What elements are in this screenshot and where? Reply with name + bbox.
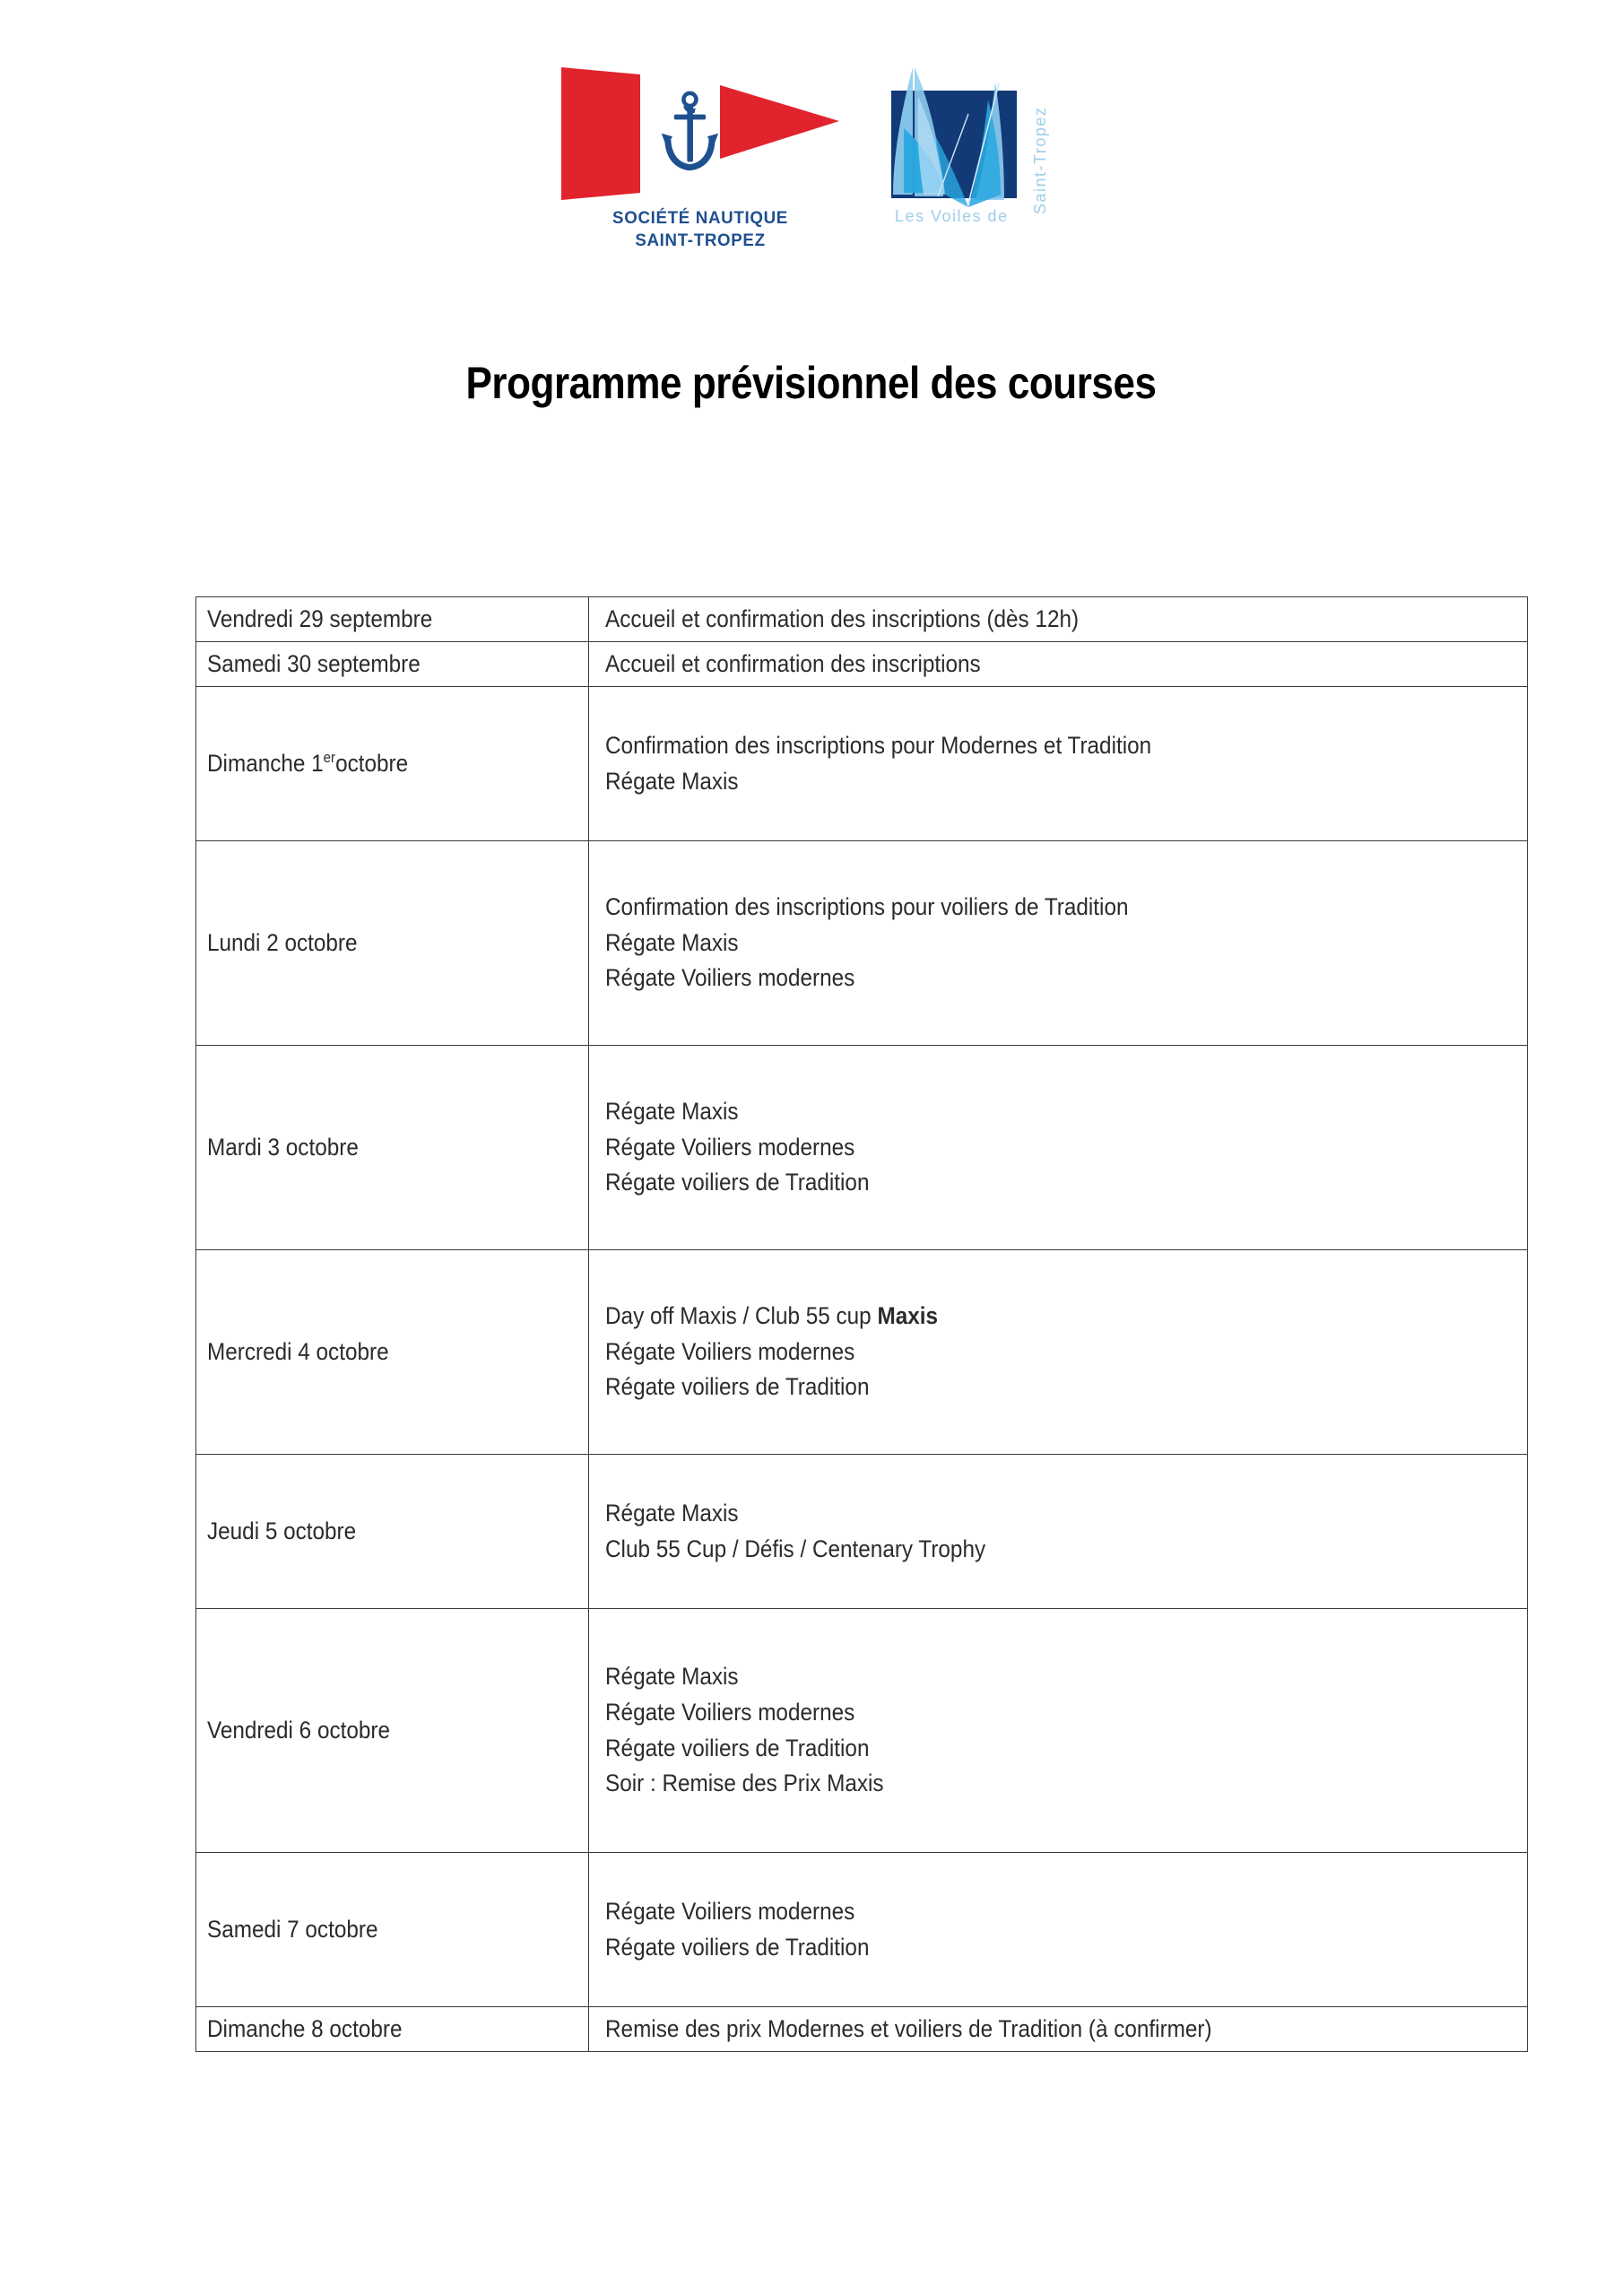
- ordinal-suffix: er: [323, 748, 336, 766]
- schedule-activity-line: Régate voiliers de Tradition: [605, 1169, 870, 1196]
- societe-nautique-logo: [552, 49, 848, 252]
- schedule-activity-line: Régate Maxis: [605, 1499, 739, 1526]
- schedule-activities-list: [605, 1096, 1435, 1199]
- schedule-activities-cell: [589, 1250, 1528, 1455]
- schedule-activities-cell: [589, 1455, 1528, 1609]
- schedule-activity-line: Accueil et confirmation des inscriptions: [605, 649, 981, 677]
- schedule-activities-cell: [589, 687, 1528, 841]
- table-row: [196, 1609, 1528, 1853]
- schedule-activities-list: [605, 1896, 1435, 1963]
- schedule-table-container: [195, 596, 1528, 2052]
- schedule-activity-line: Régate Voiliers modernes: [605, 1337, 855, 1365]
- schedule-activities-list: [605, 730, 1435, 797]
- table-row: [196, 1046, 1528, 1250]
- schedule-date-text: Dimanche 8 octobre: [207, 2014, 403, 2042]
- schedule-activity-line: Club 55 Cup / Défis / Centenary Trophy: [605, 1535, 986, 1562]
- schedule-date-cell: [196, 841, 589, 1046]
- schedule-activities-cell: [589, 841, 1528, 1046]
- schedule-activity-emphasis: Maxis: [877, 1302, 938, 1330]
- schedule-date-text: Lundi 2 octobre: [207, 928, 358, 956]
- schedule-activity-line: Régate Voiliers modernes: [605, 1133, 855, 1161]
- schedule-date-cell: [196, 642, 589, 687]
- societe-nautique-line2: SAINT-TROPEZ: [634, 230, 766, 250]
- schedule-activity-line: Day off Maxis / Club 55 cup Maxis: [605, 1302, 938, 1330]
- schedule-activities-cell: [589, 597, 1528, 642]
- burgee-icon: [554, 58, 846, 202]
- schedule-activity-line: Régate Voiliers modernes: [605, 964, 855, 992]
- schedule-activities-list: [605, 1661, 1435, 1800]
- schedule-date-cell: [196, 1455, 589, 1609]
- schedule-activity-line: Régate Maxis: [605, 1098, 739, 1126]
- schedule-date-text: Vendredi 29 septembre: [207, 604, 433, 632]
- schedule-date-cell: [196, 1046, 589, 1250]
- table-row: [196, 1250, 1528, 1455]
- societe-nautique-line1: SOCIÉTÉ NAUTIQUE: [612, 208, 788, 228]
- schedule-activity-line: Régate voiliers de Tradition: [605, 1734, 870, 1761]
- schedule-activity-line: Accueil et confirmation des inscriptions (dès 12h): [605, 604, 1080, 632]
- schedule-date-text: Dimanche 1eroctobre: [207, 748, 409, 777]
- schedule-table: [195, 596, 1528, 2052]
- schedule-activity-line: Remise des prix Modernes et voiliers de Tradition (à confirmer): [605, 2014, 1212, 2042]
- schedule-activities-list: [605, 604, 1435, 636]
- svg-text:Saint-Tropez: Saint-Tropez: [1030, 106, 1049, 214]
- schedule-date-cell: [196, 597, 589, 642]
- schedule-activities-cell: [589, 1609, 1528, 1853]
- schedule-date-text: Mardi 3 octobre: [207, 1133, 359, 1161]
- schedule-activities-list: [605, 648, 1435, 681]
- schedule-date-text: Samedi 30 septembre: [207, 649, 421, 677]
- schedule-table-body: [196, 597, 1528, 2052]
- schedule-activities-list: [605, 1498, 1435, 1565]
- schedule-activity-line: Régate Voiliers modernes: [605, 1897, 855, 1925]
- schedule-activities-cell: [589, 1853, 1528, 2007]
- schedule-date-text: Samedi 7 octobre: [207, 1915, 378, 1943]
- les-voiles-logo: [882, 60, 1071, 239]
- schedule-activity-line: Régate voiliers de Tradition: [605, 1933, 870, 1961]
- table-row: [196, 1455, 1528, 1609]
- schedule-activities-list: [605, 891, 1435, 995]
- schedule-date-cell: [196, 2007, 589, 2052]
- schedule-activity-line: Régate Voiliers modernes: [605, 1698, 855, 1726]
- schedule-date-text: Jeudi 5 octobre: [207, 1517, 357, 1544]
- schedule-activities-cell: [589, 642, 1528, 687]
- schedule-activity-line: Confirmation des inscriptions pour Modernes et Tradition: [605, 731, 1152, 759]
- schedule-activities-list: [605, 1300, 1435, 1404]
- table-row: [196, 841, 1528, 1046]
- schedule-activity-line: Régate Maxis: [605, 767, 739, 795]
- table-row: [196, 687, 1528, 841]
- schedule-activity-line: Régate Maxis: [605, 928, 739, 956]
- schedule-activity-line: Régate Maxis: [605, 1663, 739, 1691]
- schedule-date-cell: [196, 1609, 589, 1853]
- societe-nautique-wordmark: [558, 207, 842, 252]
- svg-text:Les Voiles de: Les Voiles de: [894, 207, 1009, 225]
- schedule-date-text: Vendredi 6 octobre: [207, 1716, 391, 1744]
- table-row: [196, 2007, 1528, 2052]
- schedule-activity-line: Confirmation des inscriptions pour voiliers de Tradition: [605, 893, 1129, 921]
- schedule-activities-cell: [589, 2007, 1528, 2052]
- table-row: [196, 597, 1528, 642]
- logo-band: [0, 49, 1622, 300]
- schedule-activity-line: Soir : Remise des Prix Maxis: [605, 1770, 884, 1797]
- table-row: [196, 1853, 1528, 2007]
- schedule-date-cell: [196, 687, 589, 841]
- page-title: Programme prévisionnel des courses: [465, 358, 1157, 408]
- schedule-date-text: Mercredi 4 octobre: [207, 1337, 389, 1365]
- schedule-date-cell: [196, 1853, 589, 2007]
- schedule-activity-line: Régate voiliers de Tradition: [605, 1373, 870, 1401]
- schedule-activities-list: [605, 2013, 1435, 2046]
- schedule-activities-cell: [589, 1046, 1528, 1250]
- table-row: [196, 642, 1528, 687]
- schedule-date-cell: [196, 1250, 589, 1455]
